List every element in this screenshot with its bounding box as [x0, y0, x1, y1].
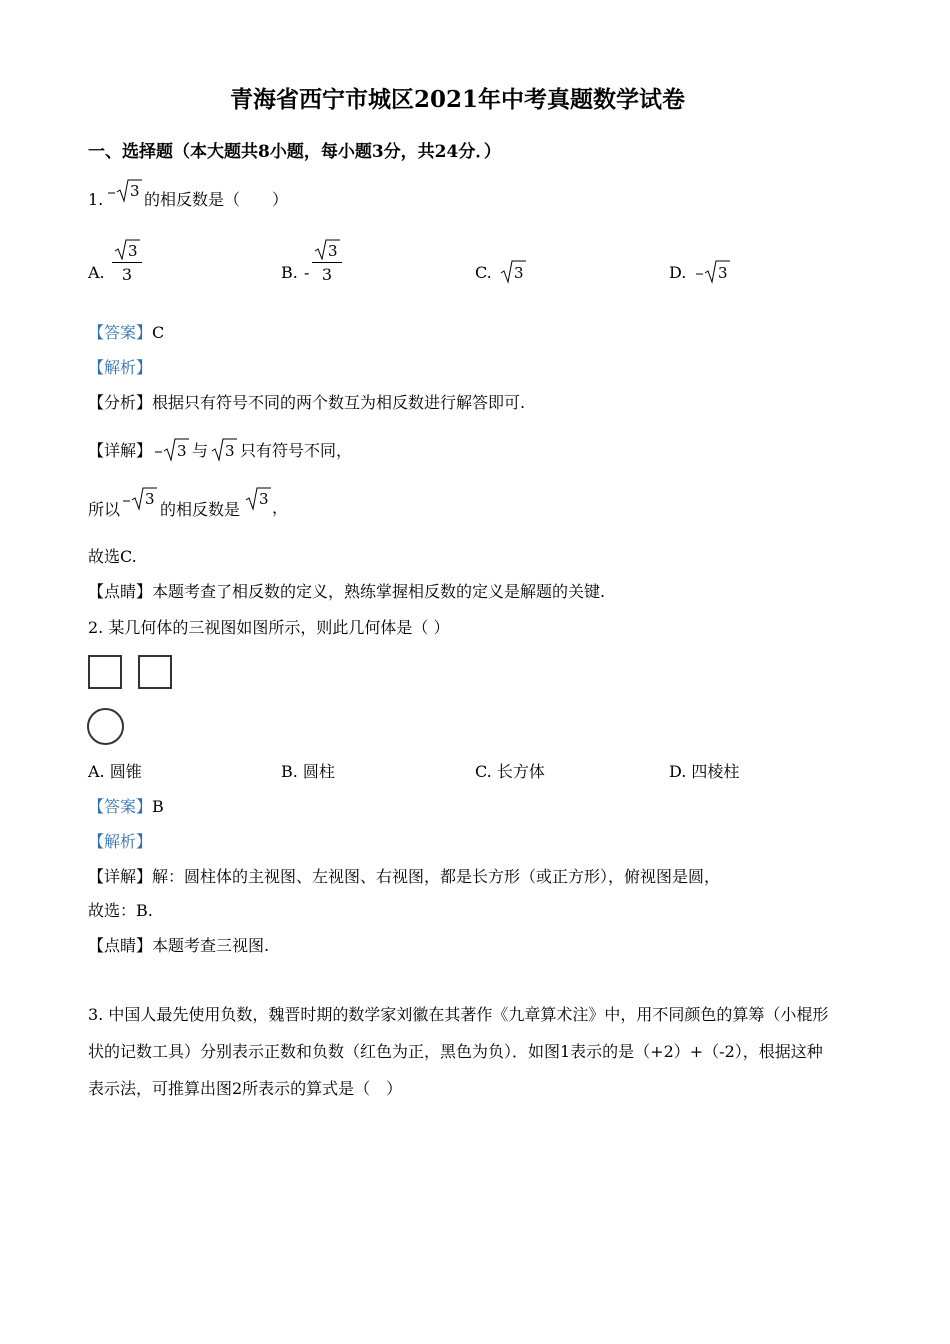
q2-choose: 故选：B.: [88, 901, 153, 920]
svg-text:3: 3: [128, 242, 138, 260]
q1-expr-neg-sqrt3: [106, 176, 142, 204]
q2-stem: 2. 某几何体的三视图如图所示，则此几何体是（ ）: [88, 618, 450, 637]
q1-option-b-sign: -: [304, 263, 310, 282]
q2-dianjing: 【点睛】本题考查三视图.: [88, 936, 270, 955]
svg-text:3: 3: [718, 264, 728, 282]
svg-text:3: 3: [514, 264, 524, 282]
q1-so-mid: 的相反数是: [160, 500, 241, 519]
svg-text:3: 3: [328, 242, 338, 260]
q2-answer: 【答案】B: [88, 797, 164, 816]
q3-line-2: 状的记数工具）分别表示正数和负数（红色为正，黑色为负）．如图1表示的是（+2）+（-2），根据这种: [88, 1042, 823, 1061]
q1-option-b-denominator: 3: [321, 265, 333, 284]
page-title: 青海省西宁市城区2021年中考真题数学试卷: [230, 86, 686, 113]
q1-detail-sqrt3: [210, 436, 238, 462]
svg-text:3: 3: [225, 442, 235, 460]
q1-option-d-neg-sqrt: [694, 258, 732, 284]
q1-choose: 故选C.: [88, 547, 137, 566]
q2-analysis-label: 【解析】: [88, 832, 153, 851]
q1-option-c-label: C.: [475, 263, 492, 282]
q1-fenxi: 【分析】根据只有符号不同的两个数互为相反数进行解答即可.: [88, 393, 526, 412]
q1-option-b-numerator: [312, 238, 342, 260]
q1-dianjing: 【点睛】本题考查了相反数的定义，熟练掌握相反数的定义是解题的关键.: [88, 582, 606, 601]
q2-side-view-square: [138, 655, 172, 689]
q1-number: 1.: [88, 190, 104, 209]
q3-line-3: 表示法，可推算出图2所表示的算式是（ ）: [88, 1079, 403, 1098]
svg-text:3: 3: [177, 442, 187, 460]
section-heading: 一、选择题（本大题共8小题，每小题3分，共24分．）: [88, 142, 501, 162]
q1-answer: 【答案】C: [88, 323, 165, 342]
q1-analysis-label: 【解析】: [88, 358, 153, 377]
q3-line-1: 3. 中国人最先使用负数，魏晋时期的数学家刘徽在其著作《九章算术注》中，用不同颜色的算筹（小棍形: [88, 1005, 829, 1024]
q1-so-start: 所以: [88, 500, 121, 519]
q1-option-d-label: D.: [669, 263, 687, 282]
q2-detail: 【详解】解：圆柱体的主视图、左视图、右视图，都是长方形（或正方形），俯视图是圆，: [88, 867, 721, 886]
q1-option-a-fraction: [112, 238, 142, 285]
q1-detail-neg-sqrt3: [152, 436, 190, 462]
q2-top-view-circle: [87, 708, 124, 745]
q2-option-c: C. 长方体: [475, 762, 545, 781]
q1-option-b-fraction: [312, 238, 342, 285]
q1-option-c-sqrt: [499, 258, 527, 284]
q1-option-a-numerator: [112, 238, 142, 260]
q1-so-end: ，: [272, 498, 289, 517]
q1-detail-end: 只有符号不同，: [240, 441, 353, 460]
q1-option-b-label: B.: [281, 263, 298, 282]
q1-detail-mid: 与: [192, 441, 209, 460]
q2-front-view-square: [88, 655, 122, 689]
q1-option-a-label: A.: [88, 263, 105, 282]
q1-stem: 的相反数是（ ）: [144, 190, 289, 209]
q2-option-d: D. 四棱柱: [669, 762, 740, 781]
svg-text:3: 3: [130, 182, 140, 200]
q1-so-sqrt3: [244, 484, 272, 512]
q1-detail-label: 【详解】: [88, 441, 153, 460]
q1-option-a-denominator: 3: [121, 265, 133, 284]
q2-option-a: A. 圆锥: [88, 762, 142, 781]
q1-so-neg-sqrt3: [120, 484, 158, 512]
svg-text:3: 3: [145, 490, 155, 508]
svg-text:3: 3: [259, 490, 269, 508]
q2-option-b: B. 圆柱: [281, 762, 335, 781]
